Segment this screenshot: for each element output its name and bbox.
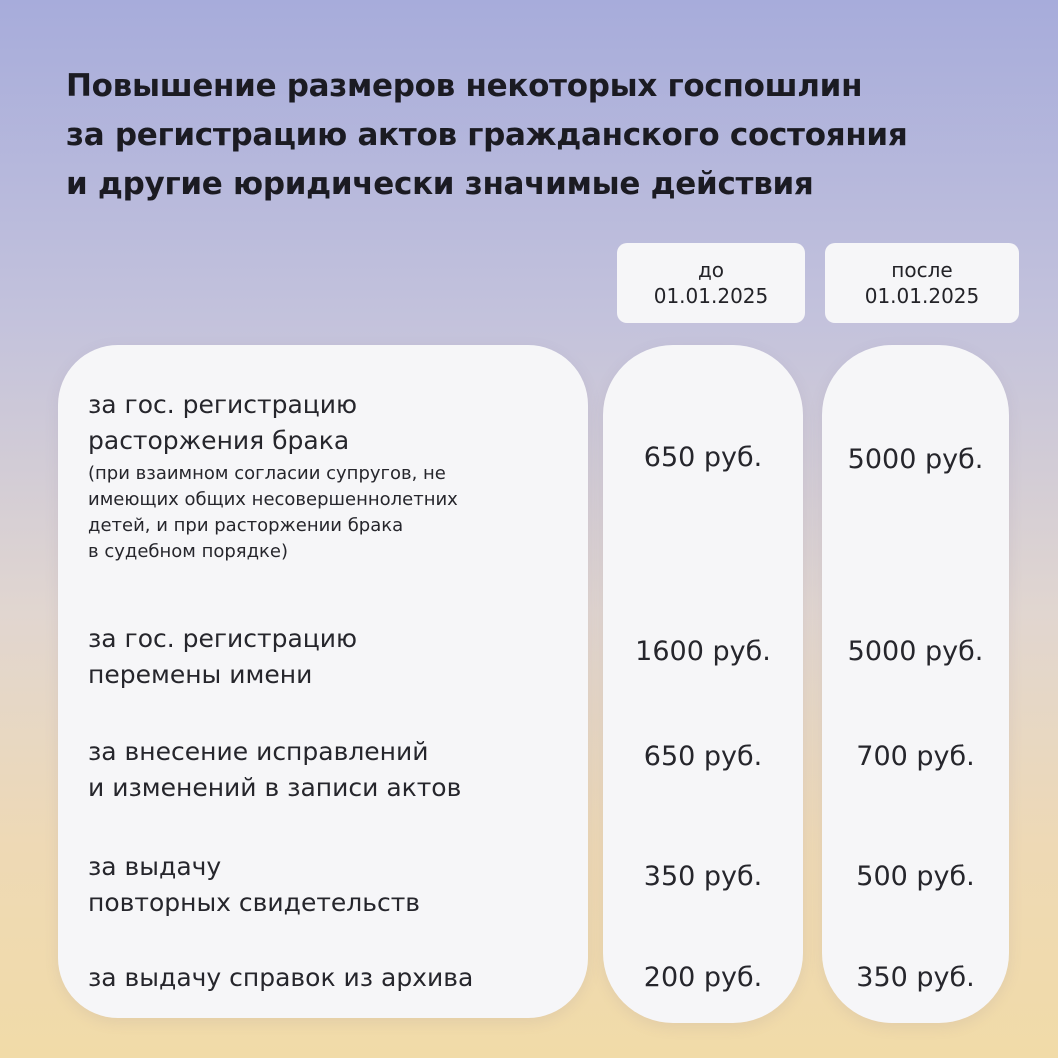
column-header-label: до xyxy=(697,258,725,282)
row-label-archive: за выдачу справок из архива xyxy=(88,963,474,992)
column-header-before xyxy=(617,243,805,323)
fee-before-certificates: 350 руб. xyxy=(643,861,763,892)
fee-after-corrections: 700 руб. xyxy=(856,741,975,772)
title-line: Повышение размеров некоторых госпошлин xyxy=(66,68,863,104)
column-header-date: 01.01.2025 xyxy=(653,284,769,308)
fee-before-name-change: 1600 руб. xyxy=(635,636,771,667)
column-header-date: 01.01.2025 xyxy=(864,284,980,308)
title-line: и другие юридически значимые действия xyxy=(66,166,814,202)
row-label-corrections: за внесение исправлений и изменений в записи актов xyxy=(88,737,462,802)
column-header-after xyxy=(825,243,1019,323)
fee-after-archive: 350 руб. xyxy=(856,962,975,993)
fee-before-divorce: 650 руб. xyxy=(643,442,763,473)
column-header-label: после xyxy=(891,258,953,282)
fee-before-corrections: 650 руб. xyxy=(643,741,763,772)
row-label-certificates: за выдачу повторных свидетельств xyxy=(88,852,421,917)
row-label-divorce: за гос. регистрацию расторжения брака (при взаимном согласии супругов, не имеющих общих несовершеннолетних детей, и при расторжении брака в судебном порядке) xyxy=(88,387,458,565)
fee-after-divorce: 5000 руб. xyxy=(847,444,984,475)
fee-after-certificates: 500 руб. xyxy=(856,861,975,892)
title-line: за регистрацию актов гражданского состояния xyxy=(66,117,908,153)
row-note: (при взаимном согласии супругов, не имеющих общих несовершеннолетних детей, и при расторжении брака в судебном порядке) xyxy=(88,463,458,562)
fee-before-archive: 200 руб. xyxy=(643,962,763,993)
fee-after-name-change: 5000 руб. xyxy=(847,636,984,667)
page-title xyxy=(66,62,1006,209)
row-label-name-change: за гос. регистрацию перемены имени xyxy=(88,624,358,689)
